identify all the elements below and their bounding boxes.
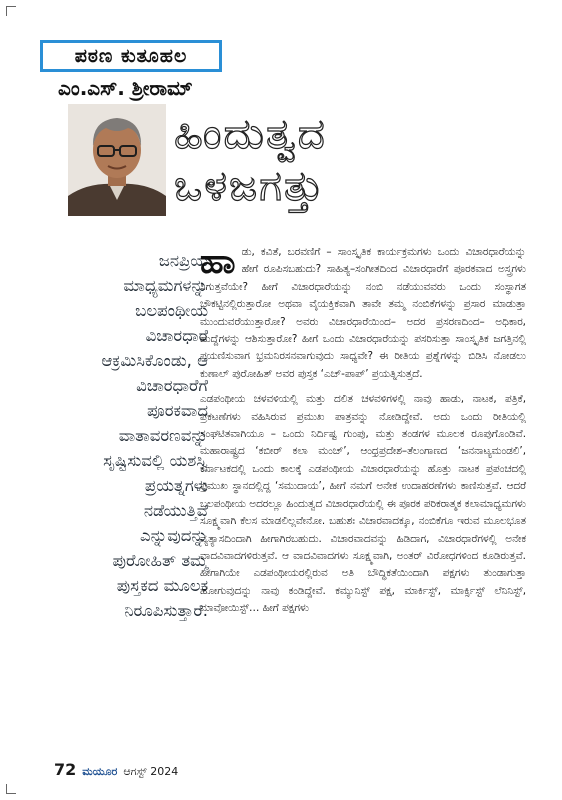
drop-cap: ಹಾ xyxy=(200,242,236,282)
author-name: ಎಂ.ಎಸ್. ಶ್ರೀರಾಮ್ xyxy=(58,76,193,100)
paragraph-2: ಎಡಪಂಥೀಯ ಚಳವಳಿಯಲ್ಲಿ ಮತ್ತು ದಲಿತ ಚಳವಳಿಗಳಲ್ಲಿ ನಾವು ಹಾಡು, ನಾಟಕ, ಪತ್ರಿಕೆ, ಪ್ರಕಟಣೆಗಳು ವಹಿಸಿರುವ ಪ್ರಮುಖ ಪಾತ್ರವನ್ನು ನೋಡಿದ್ದೇವೆ. ಅದು ಒಂದು ರೀತಿಯಲ್ಲಿ ಸಂಘಟಿತವಾಗಿಯೂ – ಒಂದು ನಿರ್ದಿಷ್ಟ ಗುಂಪು, ಮತ್ತು ತಂಡಗಳ ಮೂಲಕ ರೂಪುಗೊಂಡಿವೆ. ಮಹಾರಾಷ್ಟ್ರದ ‘ಕಬೀರ್ ಕಲಾ ಮಂಚ್’, ಆಂಧ್ರಪ್ರದೇಶ–ತೆಲಂಗಾಣದ ‘ಜನನಾಟ್ಯಮಂಡಲಿ’, ಕರ್ನಾಟಕದಲ್ಲಿ ಒಂದು ಕಾಲಕ್ಕೆ ಎಡಪಂಥೀಯ ವಿಚಾರಧಾರೆಯನ್ನು ಹೊತ್ತು ನಾಟಕ ಪ್ರಪಂಚದಲ್ಲಿ ಪ್ರಮುಖ ಸ್ಥಾನದಲ್ಲಿದ್ದ ‘ಸಮುದಾಯ’, ಹೀಗೆ ನಮಗೆ ಅನೇಕ ಉದಾಹರಣೆಗಳು ಕಾಣಿಸುತ್ತವೆ. ಆದರೆ ಬಲಪಂಥೀಯ ಅದರಲ್ಲೂ ಹಿಂದುತ್ವದ ವಿಚಾರಧಾರೆಯಲ್ಲಿ ಈ ಪೂರಕ ಪರಿಕರಾತ್ಮಕ ಕಲಾಮಾಧ್ಯಮಗಳು ಸೂಕ್ಷ್ಮವಾಗಿ ಕೆಲಸ ಮಾಡಲಿಲ್ಲವೇನೋ. ಬಹುಶಃ ವಿಚಾರವಾದಕ್ಕೂ, ನಂಬಿಕೆಗೂ ಇರುವ ಮೂಲಭೂತ ವ್ಯತ್ಯಾಸದಿಂದಾಗಿ ಹೀಗಾಗಿರಬಹುದು. ವಿಚಾರವಾದವನ್ನು ಹಿಡಿದಾಗ, ವಿಚಾರಧಾರೆಗಳಲ್ಲಿ ಅನೇಕ ವಾದವಿವಾದಗಳಿರುತ್ತವೆ. ಆ ವಾದವಿವಾದಗಳು ಸೂಕ್ಷ್ಮವಾಗಿ, ಅಂತರ್ ವಿರೋಧಗಳಿಂದ ಕೂಡಿರುತ್ತವೆ. ಹೀಗಾಗಿಯೇ ಎಡಪಂಥೀಯರಲ್ಲಿರುವ ಅತಿ ಬೌದ್ಧಿಕತೆಯಿಂದಾಗಿ ಪಕ್ಷಗಳು ತುಂಡಾಗುತ್ತಾ ಹೋಗುವುದನ್ನು ನಾವು ಕಂಡಿದ್ದೇವೆ. ಕಮ್ಯುನಿಸ್ಟ್ ಪಕ್ಷ, ಮಾರ್ಕಿಸ್ಟ್, ಮಾರ್ಕ್ಸಿಸ್ಟ್ ಲೆನಿನಿಸ್ಟ್, ಮಾವೋಯಿಸ್ಟ್… ಹೀಗೆ ಪಕ್ಷಗಳು xyxy=(200,393,526,615)
article-body xyxy=(200,244,526,622)
author-photo xyxy=(68,104,166,216)
article-title-line-1: ಹಿಂದುತ್ವದ xyxy=(174,109,327,158)
paragraph-1 xyxy=(200,244,526,383)
column-name: ಪಠಣ ಕುತೂಹಲ xyxy=(74,45,188,67)
paragraph-1-text: ಡು, ಕವಿತೆ, ಬರವಣಿಗೆ – ಸಾಂಸ್ಕೃತಿಕ ಕಾರ್ಯಕ್ರಮಗಳು ಒಂದು ವಿಚಾರಧಾರೆಯನ್ನು ಹೇಗೆ ರೂಪಿಸಬಹುದು? ಸಾಹಿತ್ಯ–ಸಂಗೀತದಿಂದ ವಿಚಾರಧಾರೆಗೆ ಪೂರಕವಾದ ಅಸ್ತ್ರಗಳು ಸಿಗುತ್ತವೆಯೇ? ಹೀಗೆ ವಿಚಾರಧಾರೆಯನ್ನು ನಂಬಿ ನಡೆಯುವವರು ಒಂದು ಸಂಸ್ಥಾಗತ ಚೌಕಟ್ಟಿನಲ್ಲಿರುತ್ತಾರೋ ಅಥವಾ ವೈಯಕ್ತಿಕವಾಗಿ ತಾವೇ ತಮ್ಮ ನಂಬಿಕೆಗಳನ್ನು ಪ್ರಸಾರ ಮಾಡುತ್ತಾ ಮುಂದುವರೆಯುತ್ತಾರೋ? ಅವರು ವಿಚಾರಧಾರೆಯಿಂದ– ಅದರ ಪ್ರಸರಣದಿಂದ– ಅಧಿಕಾರ, ಹುದ್ದೆಗಳನ್ನು ಆಶಿಸುತ್ತಾರೋ? ಹೀಗೆ ಒಂದು ವಿಚಾರಧಾರೆಯನ್ನು ಪಸರಿಸುತ್ತಾ ಸಾಂಸ್ಕೃತಿಕ ಜಗತ್ತಿನಲ್ಲಿ ಪಯಣಿಸುವಾಗ ಭ್ರಮನಿರಸನವಾಗುವುದು ಸಾಧ್ಯವೇ? ಈ ರೀತಿಯ ಪ್ರಶ್ನೆಗಳನ್ನು ಬಿಡಿಸಿ ನೋಡಲು ಕುಣಾಲ್ ಪುರೋಹಿತ್ ಅವರ ಪುಸ್ತಕ ‘ಎಚ್-ಪಾಪ್’ ಪ್ರಯತ್ನಿಸುತ್ತದೆ. xyxy=(200,246,526,380)
article-title-line-2: ಒಳಜಗತ್ತು xyxy=(174,161,326,210)
issue-date: ಆಗಸ್ಟ್ 2024 xyxy=(123,765,179,778)
crop-mark-top-left xyxy=(6,6,16,16)
page-number: 72 xyxy=(54,760,77,779)
magazine-name: ಮಯೂರ xyxy=(82,765,118,778)
article-title xyxy=(174,108,534,212)
page-footer xyxy=(54,760,178,779)
crop-mark-bottom-left xyxy=(6,784,16,794)
author-portrait-illustration xyxy=(68,104,166,216)
column-heading-box xyxy=(40,40,222,72)
pull-quote: ಜನಪ್ರಿಯ ಮಾಧ್ಯಮಗಳನ್ನು ಬಲಪಂಥೀಯ ವಿಚಾರಧಾರೆ ಆಕ್ರಮಿಸಿಕೊಂಡು, ಆ ವಿಚಾರಧಾರೆಗೆ ಪೂರಕವಾದ ವಾತಾವರಣವನ್ನು ಸೃಷ್ಟಿಸುವಲ್ಲಿ ಯಶಸ್ವಿ ಪ್ರಯತ್ನಗಳು ನಡೆಯುತ್ತಿವೆ ಎನ್ನುವುದನ್ನು ಪುರೋಹಿತ್ ತಮ್ಮ ಪುಸ್ತಕದ ಮೂಲಕ ನಿರೂಪಿಸುತ್ತಾರೆ. xyxy=(101,251,208,620)
